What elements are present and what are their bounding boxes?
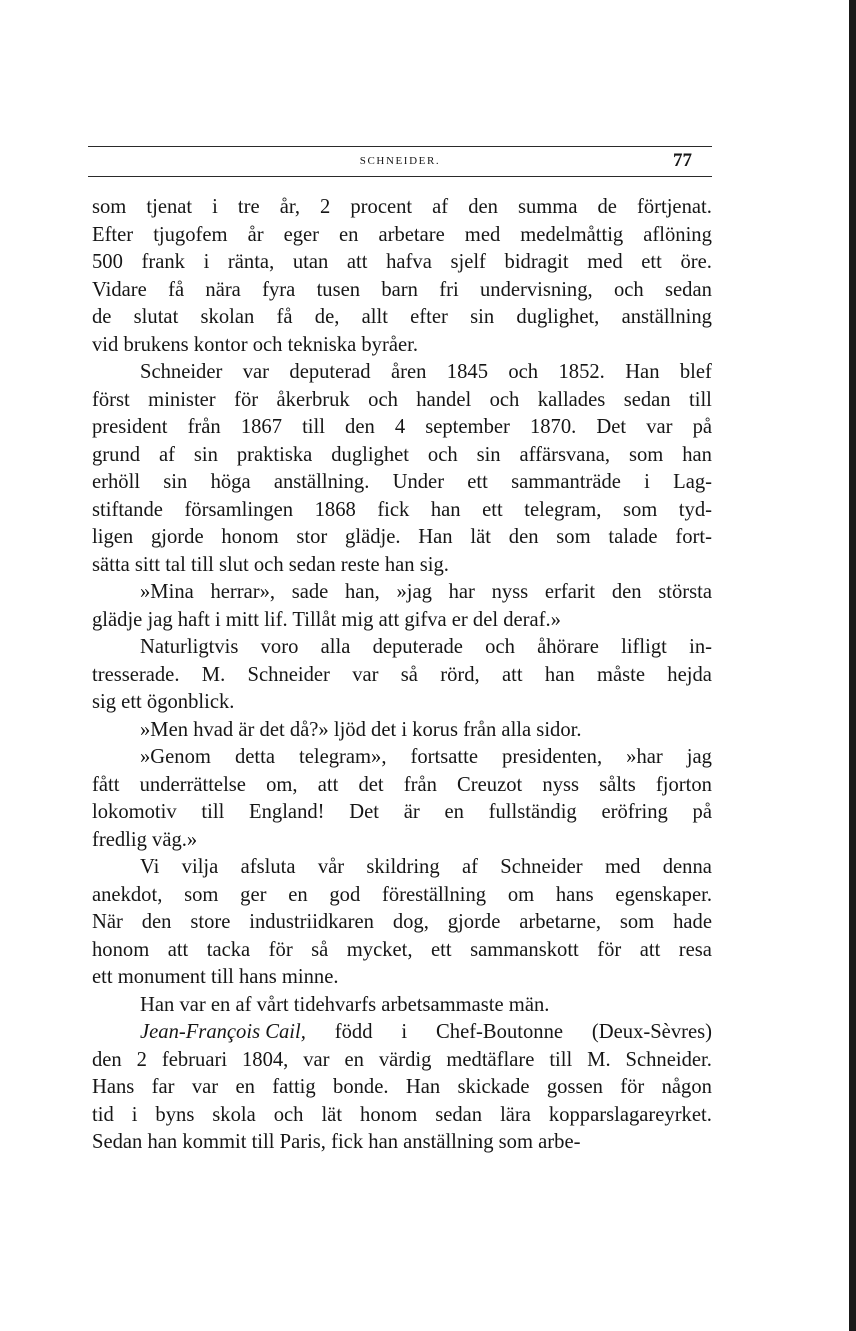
paragraph	[92, 1019, 712, 1157]
paragraph	[92, 579, 712, 634]
italic-name: Jean-François Cail,	[140, 1021, 306, 1043]
text-line: stiftande församlingen 1868 fick han ett telegram, som tyd-	[92, 498, 712, 521]
header-rule	[88, 176, 712, 177]
paragraph	[92, 634, 712, 717]
text-line: ett monument till hans minne.	[92, 966, 339, 988]
text-line: honom att tacka för så mycket, ett sammanskott för att resa	[92, 938, 712, 961]
text-line: de slutat skolan få de, allt efter sin duglighet, anställning	[92, 306, 712, 328]
paragraph	[92, 854, 712, 992]
page-number: 77	[673, 150, 692, 171]
text-line: Naturligtvis voro alla deputerade och åhörare lifligt in-	[140, 636, 712, 658]
text-line: president från 1867 till den 4 september 1870. Det var på	[92, 416, 712, 438]
text-line: lokomotiv till England! Det är en fullständig eröfring på	[92, 801, 712, 823]
text-line: Jean-François Cail, född i Chef-Boutonne (Deux-Sèvres)	[92, 1019, 712, 1047]
paragraph	[92, 717, 712, 745]
text-line: »Men hvad är det då?» ljöd det i korus från alla sidor.	[140, 718, 582, 741]
text-line: Sedan han kommit till Paris, fick han anställning som arbe-	[92, 1131, 581, 1153]
text-line: fredlig väg.»	[92, 828, 198, 851]
body-text	[92, 194, 712, 1157]
text-line: 500 frank i ränta, utan att hafva sjelf bidragit med ett öre.	[92, 251, 712, 273]
paragraph	[92, 744, 712, 854]
text-line: När den store industriidkaren dog, gjorde arbetarne, som hade	[92, 911, 712, 933]
text-line: sig ett ögonblick.	[92, 691, 235, 713]
text-line: vid brukens kontor och tekniska byråer.	[92, 333, 418, 356]
text-line: Vi vilja afsluta vår skildring af Schneider med denna	[140, 856, 712, 878]
text-line: sätta sitt tal till slut och sedan reste han sig.	[92, 553, 449, 576]
text-line: tresserade. M. Schneider var så rörd, att han måste hejda	[92, 663, 712, 686]
paragraph	[92, 359, 712, 579]
text-line: anekdot, som ger en god föreställning om hans egenskaper.	[92, 883, 712, 906]
text-line: erhöll sin höga anställning. Under ett sammanträde i Lag-	[92, 471, 712, 493]
top-rule	[88, 146, 712, 147]
text-line: den 2 februari 1804, var en värdig medtäflare till M. Schneider.	[92, 1048, 712, 1071]
text-line: Han var en af vårt tidehvarfs arbetsammaste män.	[140, 993, 550, 1016]
text-line: Vidare få nära fyra tusen barn fri undervisning, och sedan	[92, 278, 712, 301]
text-line: tid i byns skola och lät honom sedan lära kopparslagareyrket.	[92, 1103, 712, 1126]
text-line: ligen gjorde honom stor glädje. Han lät den som talade fort-	[92, 526, 712, 548]
paragraph	[92, 992, 712, 1020]
paragraph	[92, 194, 712, 359]
text-line: glädje jag haft i mitt lif. Tillåt mig att gifva er del deraf.»	[92, 608, 561, 631]
text-line: fått underrättelse om, att det från Creuzot nyss sålts fjorton	[92, 773, 712, 796]
text-line: Schneider var deputerad åren 1845 och 1852. Han blef	[140, 361, 712, 383]
text-line: Hans far var en fattig bonde. Han skickade gossen för någon	[92, 1076, 712, 1098]
text-line: »Mina herrar», sade han, »jag har nyss erfarit den största	[140, 581, 712, 603]
text-line: först minister för åkerbruk och handel och kallades sedan till	[92, 388, 712, 411]
text-line: Efter tjugofem år eger en arbetare med medelmåttig aflöning	[92, 223, 712, 246]
scan-edge-shadow	[849, 0, 856, 1331]
running-head	[88, 152, 712, 174]
text-line: som tjenat i tre år, 2 procent af den summa de förtjenat.	[92, 196, 712, 218]
text-line: »Genom detta telegram», fortsatte presidenten, »har jag	[140, 746, 712, 768]
text-line: grund af sin praktiska duglighet och sin affärsvana, som han	[92, 443, 712, 466]
running-title: SCHNEIDER.	[359, 155, 441, 167]
